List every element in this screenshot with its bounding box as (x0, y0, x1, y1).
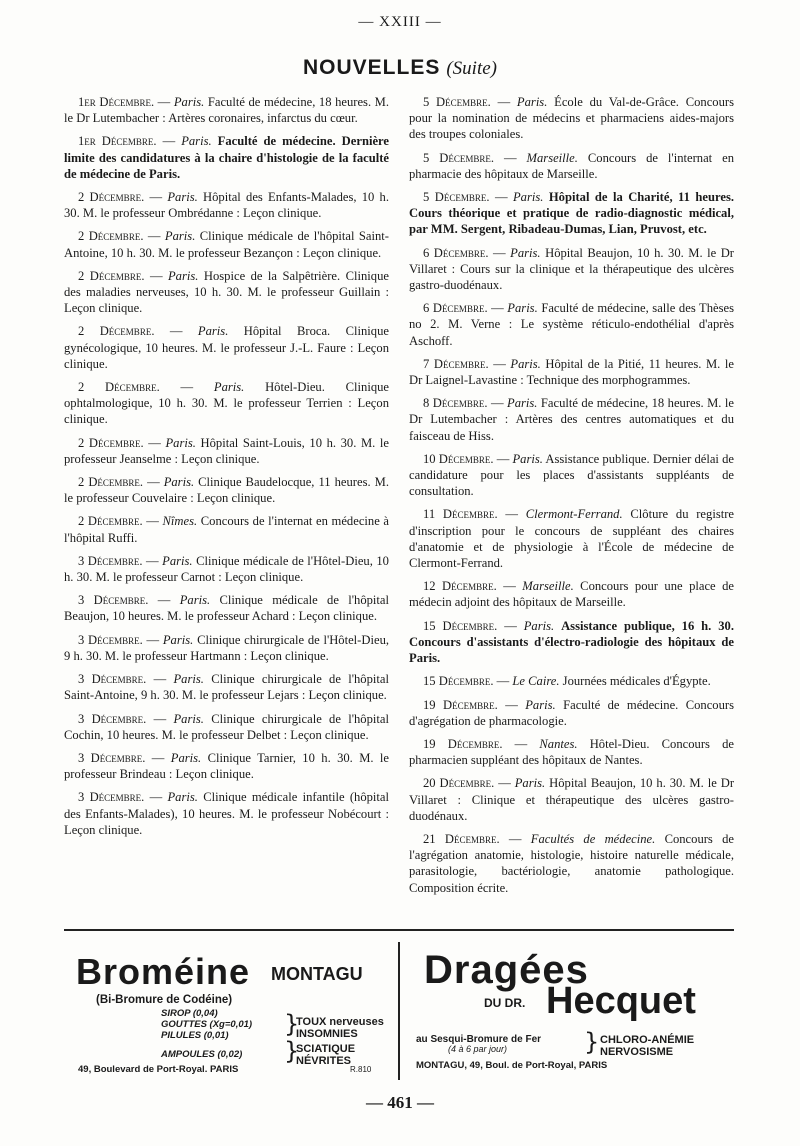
news-entry: 5 Décembre. — Paris. Hôpital de la Charité, 11 heures. Cours théorique et pratique de radio-diagnostic médical, par MM. Sergent, Ribadeau-Dumas, Lian, Pruvost, etc. (409, 190, 734, 237)
entry-date: 6 Décembre. (423, 301, 488, 316)
news-entry: 3 Décembre. — Paris. Clinique médicale infantile (hôpital des Enfants-Malades), 10 heures. M. le professeur Nobécourt : Leçon clinique. (64, 790, 390, 837)
entry-date: 6 Décembre. (423, 245, 489, 260)
dragees-name: Hecquet (546, 980, 696, 1022)
news-entry: 6 Décembre. — Paris. Faculté de médecine, salle des Thèses no 2. M. Verne : Le système réticulo-endothélial d'après Aschoff. (409, 301, 735, 348)
entry-text: Clinique chirurgicale de l'hôpital Saint-Antoine, 9 h. 30. M. le professeur Lejars : Leçon clinique. (64, 672, 389, 703)
entry-date: 5 Décembre. (423, 150, 494, 165)
bromeine-address: 49, Boulevard de Port-Royal. PARIS (78, 1064, 239, 1075)
entry-city: Le Caire. (512, 674, 560, 689)
entry-date: 2 Décembre. (78, 435, 144, 450)
indication-line: CHLORO-ANÉMIE (600, 1034, 695, 1046)
entry-date: 19 Décembre. (423, 697, 498, 712)
entry-text: Clinique médicale de l'Hôtel-Dieu, 10 h. 30. M. le professeur Carnot : Leçon clinique. (64, 553, 389, 585)
entry-city: Paris. (512, 451, 543, 466)
entry-city: Paris. (162, 553, 193, 568)
bromeine-brand: MONTAGU (271, 964, 363, 984)
entry-text: Assistance publique. Dernier délai de candidature pour les places d'assistants suppléants de consultation. (409, 451, 734, 499)
entry-city: Paris. (170, 750, 202, 765)
bromeine-code: R.810 (350, 1065, 372, 1074)
page-heading (0, 56, 800, 80)
price-line: GOUTTES (Xg=0,01) (161, 1019, 253, 1030)
bromeine-indications-2 (296, 1043, 355, 1067)
entry-city: Clermont-Ferrand. (525, 507, 623, 522)
news-entry: 3 Décembre. — Paris. Clinique médicale de l'Hôtel-Dieu, 10 h. 30. M. le professeur Carnot : Leçon clinique. (64, 553, 389, 585)
entry-date: 3 Décembre. (78, 632, 143, 647)
entry-city: Paris. (523, 618, 555, 633)
ad-bromeine (64, 940, 394, 1085)
entry-city: Paris. (507, 301, 538, 316)
entry-text: École du Val-de-Grâce. Concours pour la nomination de médecins et pharmaciens aides-majors des troupes coloniales. (409, 95, 734, 142)
news-entry: 10 Décembre. — Paris. Assistance publique. Dernier délai de candidature pour les places d'assistants suppléants de consultation. (409, 451, 734, 499)
bromeine-prices (161, 1008, 252, 1060)
entry-date: 10 Décembre. (423, 451, 494, 466)
news-entry: 2 Décembre. — Paris. Hospice de la Salpêtrière. Clinique des maladies nerveuses, 10 h. 30. M. le professeur Guillain : Leçon clinique. (64, 268, 389, 316)
news-entry: 8 Décembre. — Paris. Faculté de médecine, 18 heures. M. le Dr Lutembacher : Artères des centres automatiques et du faisceau de Hiss. (409, 396, 734, 443)
entry-city: Paris. (173, 95, 205, 109)
entry-text: Concours de l'internat en médecine à l'hôpital Ruffi. (64, 514, 389, 545)
news-entry: 6 Décembre. — Paris. Hôpital Beaujon, 10 h. 30. M. le Dr Villaret : Cours sur la clinique et la thérapeutique des ulcères gastro-duodénaux. (409, 245, 734, 293)
indication-line: NERVOSISME (600, 1046, 674, 1058)
entry-date: 2 Décembre. (78, 190, 145, 205)
news-entry: 2 Décembre. — Paris. Hôpital Saint-Louis, 10 h. 30. M. le professeur Jeanselme : Leçon clinique. (64, 435, 390, 466)
dragees-du-label: DU DR. (484, 996, 526, 1010)
price-line: SIROP (0,04) (161, 1008, 218, 1019)
entry-text: Clinique Baudelocque, 11 heures. M. le professeur Couvelaire : Leçon clinique. (64, 475, 389, 506)
news-column-left (64, 94, 389, 845)
news-entry: 2 Décembre. — Paris. Clinique Baudelocque, 11 heures. M. le professeur Couvelaire : Leçon clinique. (64, 475, 389, 506)
entry-city: Paris. (164, 229, 196, 244)
heading-title: NOUVELLES (302, 56, 441, 79)
entry-date: 12 Décembre. (423, 579, 497, 594)
entry-text: Hôpital de la Pitié, 11 heures. M. le Dr Laignel-Lavastine : Technique des morphogrammes. (409, 356, 734, 388)
brace-icon: } (284, 1037, 300, 1065)
news-entry: 3 Décembre. — Paris. Clinique médicale de l'hôpital Beaujon, 10 heures. M. le professeur Achard : Leçon clinique. (64, 593, 390, 624)
entry-text: Faculté de médecine, 18 heures. M. le Dr Lutembacher : Artères des centres automatiques et du faisceau de Hiss. (409, 396, 734, 443)
entry-text: Hôpital Saint-Louis, 10 h. 30. M. le professeur Jeanselme : Leçon clinique. (64, 435, 390, 466)
news-entry: 12 Décembre. — Marseille. Concours pour une place de médecin adjoint des hôpitaux de Marseille. (409, 579, 734, 610)
entry-text: Faculté de médecine. Concours d'agrégation de pharmacologie. (409, 697, 735, 728)
news-entry: 21 Décembre. — Facultés de médecine. Concours de l'agrégation anatomie, histologie, histoire naturelle médicale, parasitologie, bactériologie, anatomie pathologique. Composition écrite. (409, 831, 734, 895)
entry-city: Paris. (514, 776, 546, 791)
indication-line: SCIATIQUE (296, 1043, 356, 1055)
entry-date: 2 Décembre. (78, 380, 160, 395)
entry-date: 3 Décembre. (78, 790, 145, 805)
entry-text: Clinique médicale infantile (hôpital des Enfants-Malades), 10 heures. M. le professeur Nobécourt : Leçon clinique. (64, 790, 390, 837)
entry-city: Paris. (173, 672, 204, 687)
entry-text: Clinique chirurgicale de l'hôpital Cochin, 10 heures. M. le professeur Delbet : Leçon clinique. (64, 711, 389, 742)
entry-date: 3 Décembre. (78, 593, 149, 608)
news-entry: 3 Décembre. — Paris. Clinique chirurgicale de l'hôpital Saint-Antoine, 9 h. 30. M. le professeur Lejars : Leçon clinique. (64, 672, 389, 703)
news-entry: 2 Décembre. — Paris. Hôtel-Dieu. Clinique ophtalmologique, 10 h. 30. M. le professeur Terrien : Leçon clinique. (64, 380, 389, 427)
entry-text: Clinique Tarnier, 10 h. 30. M. le professeur Brindeau : Leçon clinique. (64, 750, 390, 782)
entry-text: Concours de l'internat en pharmacie des hôpitaux de Marseille. (409, 150, 734, 181)
brace-icon: } (584, 1028, 600, 1056)
indication-line: TOUX nerveuses (296, 1016, 384, 1028)
news-entry: 1er Décembre. — Paris. Faculté de médecine. Dernière limite des candidatures à la chaire d'histologie de la faculté de médecine de Paris. (64, 134, 389, 181)
entry-city: Facultés de médecine. (530, 831, 656, 846)
entry-text: Faculté de médecine. Dernière limite des candidatures à la chaire d'histologie de la faculté de médecine de Paris. (64, 134, 389, 181)
entry-city: Marseille. (526, 150, 578, 165)
entry-text: Faculté de médecine, 18 heures. M. le Dr Lutembacher : Artères coronaires, infarctus du cœur. (64, 95, 389, 126)
dragees-indications (600, 1034, 694, 1058)
news-entry: 5 Décembre. — Marseille. Concours de l'internat en pharmacie des hôpitaux de Marseille. (409, 150, 734, 181)
news-entry: 11 Décembre. — Clermont-Ferrand. Clôture du registre d'inscription pour le concours de suppléant des chaires d'anatomie et de physiologie à l'École de médecine de Clermont-Ferrand. (409, 507, 734, 571)
entry-city: Nîmes. (162, 514, 198, 529)
entry-city: Paris. (510, 245, 541, 260)
entry-text: Clinique médicale de l'hôpital Beaujon, 10 heures. M. le professeur Achard : Leçon clinique. (64, 593, 390, 624)
entry-city: Paris. (525, 697, 556, 712)
entry-city: Paris. (197, 324, 229, 339)
entry-text: Clinique médicale de l'hôpital Saint-Antoine, 10 h. 30. M. le professeur Bezançon : Leçon clinique. (64, 229, 389, 260)
entry-date: 2 Décembre. (78, 324, 155, 339)
entry-date: 11 Décembre. (423, 507, 498, 522)
news-entry: 2 Décembre. — Nîmes. Concours de l'internat en médecine à l'hôpital Ruffi. (64, 514, 389, 545)
news-entry: 1er Décembre. — Paris. Faculté de médecine, 18 heures. M. le Dr Lutembacher : Artères coronaires, infarctus du cœur. (64, 95, 389, 126)
news-entry: 5 Décembre. — Paris. École du Val-de-Grâce. Concours pour la nomination de médecins et pharmaciens aides-majors des troupes coloniales. (409, 95, 734, 142)
entry-date: 3 Décembre. (78, 553, 143, 568)
entry-text: Assistance publique, 16 h. 30. Concours d'assistants d'électro-radiologie des hôpitaux de Paris. (409, 618, 734, 666)
entry-date: 3 Décembre. (78, 672, 147, 687)
news-entry: 19 Décembre. — Nantes. Hôtel-Dieu. Concours de pharmacien suppléant des hôpitaux de Nantes. (409, 736, 734, 768)
entry-city: Paris. (516, 95, 548, 109)
entry-date: 2 Décembre. (78, 514, 143, 529)
entry-text: Concours pour une place de médecin adjoint des hôpitaux de Marseille. (409, 579, 734, 610)
entry-date: 21 Décembre. (423, 831, 500, 846)
ads-separator-rule (64, 929, 734, 931)
news-entry: 7 Décembre. — Paris. Hôpital de la Pitié, 11 heures. M. le Dr Laignel-Lavastine : Technique des morphogrammes. (409, 356, 734, 388)
entry-city: Paris. (162, 632, 194, 647)
entry-city: Nantes. (539, 736, 578, 751)
dragees-formula: au Sesqui-Bromure de Fer (416, 1034, 542, 1045)
news-entry: 2 Décembre. — Paris. Clinique médicale de l'hôpital Saint-Antoine, 10 h. 30. M. le professeur Bezançon : Leçon clinique. (64, 229, 389, 260)
entry-city: Paris. (213, 380, 245, 395)
ads-vertical-divider (398, 942, 400, 1080)
bromeine-title: Broméine (76, 951, 251, 992)
entry-city: Marseille. (522, 579, 574, 594)
page-roman-number: — XXIII — (358, 14, 442, 30)
entry-city: Paris. (167, 268, 199, 283)
entry-city: Paris. (179, 593, 211, 608)
entry-date: 1er Décembre. (78, 95, 155, 109)
news-entry: 19 Décembre. — Paris. Faculté de médecine. Concours d'agrégation de pharmacologie. (409, 697, 735, 728)
brace-icon: } (284, 1010, 300, 1038)
news-entry: 2 Décembre. — Paris. Hôpital Broca. Clinique gynécologique, 10 heures. M. le professeur J.-L. Faure : Leçon clinique. (64, 324, 389, 371)
news-entry: 2 Décembre. — Paris. Hôpital des Enfants-Malades, 10 h. 30. M. le professeur Ombrédanne : Leçon clinique. (64, 190, 389, 221)
entry-text: Faculté de médecine, salle des Thèses no 2. M. Verne : Le système réticulo-endothélial d'après Aschoff. (409, 301, 735, 348)
ad-dragees-hecquet (404, 940, 734, 1085)
entry-city: Paris. (512, 190, 544, 205)
news-entry: 15 Décembre. — Le Caire. Journées médicales d'Égypte. (423, 674, 711, 689)
entry-date: 2 Décembre. (78, 268, 145, 283)
news-entry: 3 Décembre. — Paris. Clinique chirurgicale de l'hôpital Cochin, 10 heures. M. le professeur Delbet : Leçon clinique. (64, 711, 389, 742)
heading-suite: (Suite) (446, 58, 497, 79)
entry-date: 19 Décembre. (423, 736, 503, 751)
dragees-address: MONTAGU, 49, Boul. de Port-Royal, PARIS (416, 1060, 608, 1071)
entry-city: Paris. (507, 396, 538, 411)
entry-text: Hôpital Beaujon, 10 h. 30. M. le Dr Villaret : Clinique et thérapeutique des ulcères gastro-duodénaux. (409, 776, 735, 823)
entry-text: Journées médicales d'Égypte. (562, 674, 711, 689)
news-entry: 3 Décembre. — Paris. Clinique chirurgicale de l'Hôtel-Dieu, 9 h. 30. M. le professeur Hartmann : Leçon clinique. (64, 632, 390, 663)
news-column-right (409, 94, 734, 903)
dragees-title: Dragées (424, 948, 589, 992)
entry-city: Paris. (181, 134, 212, 149)
entry-date: 5 Décembre. (423, 95, 491, 109)
indication-line: INSOMNIES (296, 1028, 358, 1040)
entry-date: 2 Décembre. (78, 475, 144, 490)
entry-date: 15 Décembre. (423, 618, 498, 633)
entry-date: 8 Décembre. (423, 396, 488, 411)
entry-text: Hôpital Beaujon, 10 h. 30. M. le Dr Villaret : Cours sur la clinique et la thérapeutique des ulcères gastro-duodénaux. (409, 245, 734, 293)
news-entry: 20 Décembre. — Paris. Hôpital Beaujon, 10 h. 30. M. le Dr Villaret : Clinique et thérapeutique des ulcères gastro-duodénaux. (409, 776, 735, 823)
entry-city: Paris. (163, 475, 195, 490)
entry-text: Concours de l'agrégation anatomie, histologie, histoire naturelle médicale, parasitologie, bactériologie, anatomie pathologique. Composition écrite. (409, 831, 734, 895)
entry-date: 2 Décembre. (78, 229, 144, 244)
price-line: AMPOULES (0,02) (161, 1049, 243, 1060)
entry-date: 3 Décembre. (78, 750, 146, 765)
entry-city: Paris. (510, 356, 541, 371)
entry-date: 15 Décembre. (423, 674, 494, 689)
price-line: PILULES (0,01) (161, 1030, 229, 1041)
entry-city: Paris. (173, 711, 204, 726)
entry-city: Paris. (167, 790, 198, 805)
entry-text: Hospice de la Salpêtrière. Clinique des maladies nerveuses, 10 h. 30. M. le professeur Guillain : Leçon clinique. (64, 268, 389, 316)
entry-text: Hôpital Broca. Clinique gynécologique, 10 heures. M. le professeur J.-L. Faure : Leçon clinique. (64, 324, 389, 371)
page-number: — 461 — (366, 1093, 434, 1112)
bromeine-subtitle: (Bi-Bromure de Codéine) (96, 994, 233, 1006)
dragees-dose: (4 à 6 par jour) (448, 1044, 508, 1054)
entry-text: Clinique chirurgicale de l'Hôtel-Dieu, 9 h. 30. M. le professeur Hartmann : Leçon clinique. (64, 632, 390, 663)
indication-line: NÉVRITES (296, 1055, 352, 1067)
bromeine-indications-1 (296, 1016, 384, 1040)
entry-date: 20 Décembre. (423, 776, 495, 791)
entry-date: 5 Décembre. (423, 190, 490, 205)
entry-city: Paris. (165, 435, 196, 450)
entry-text: Hôpital des Enfants-Malades, 10 h. 30. M. le professeur Ombrédanne : Leçon clinique. (64, 190, 389, 221)
entry-date: 7 Décembre. (423, 356, 489, 371)
entry-text: Hôpital de la Charité, 11 heures. Cours théorique et pratique de radio-diagnostic médical, par MM. Sergent, Ribadeau-Dumas, Lian, Pruvost, etc. (409, 190, 734, 237)
entry-text: Hôtel-Dieu. Concours de pharmacien suppléant des hôpitaux de Nantes. (409, 736, 734, 768)
entry-text: Clôture du registre d'inscription pour le concours de suppléant des chaires d'anatomie et de physiologie à l'École de médecine de Clermont-Ferrand. (409, 507, 734, 571)
entry-text: Hôtel-Dieu. Clinique ophtalmologique, 10 h. 30. M. le professeur Terrien : Leçon clinique. (64, 380, 389, 427)
news-entry: 3 Décembre. — Paris. Clinique Tarnier, 10 h. 30. M. le professeur Brindeau : Leçon clinique. (64, 750, 390, 782)
news-entry: 15 Décembre. — Paris. Assistance publique, 16 h. 30. Concours d'assistants d'électro-radiologie des hôpitaux de Paris. (409, 618, 734, 666)
entry-city: Paris. (167, 190, 198, 205)
entry-date: 3 Décembre. (78, 711, 147, 726)
entry-date: 1er Décembre. (78, 134, 157, 149)
